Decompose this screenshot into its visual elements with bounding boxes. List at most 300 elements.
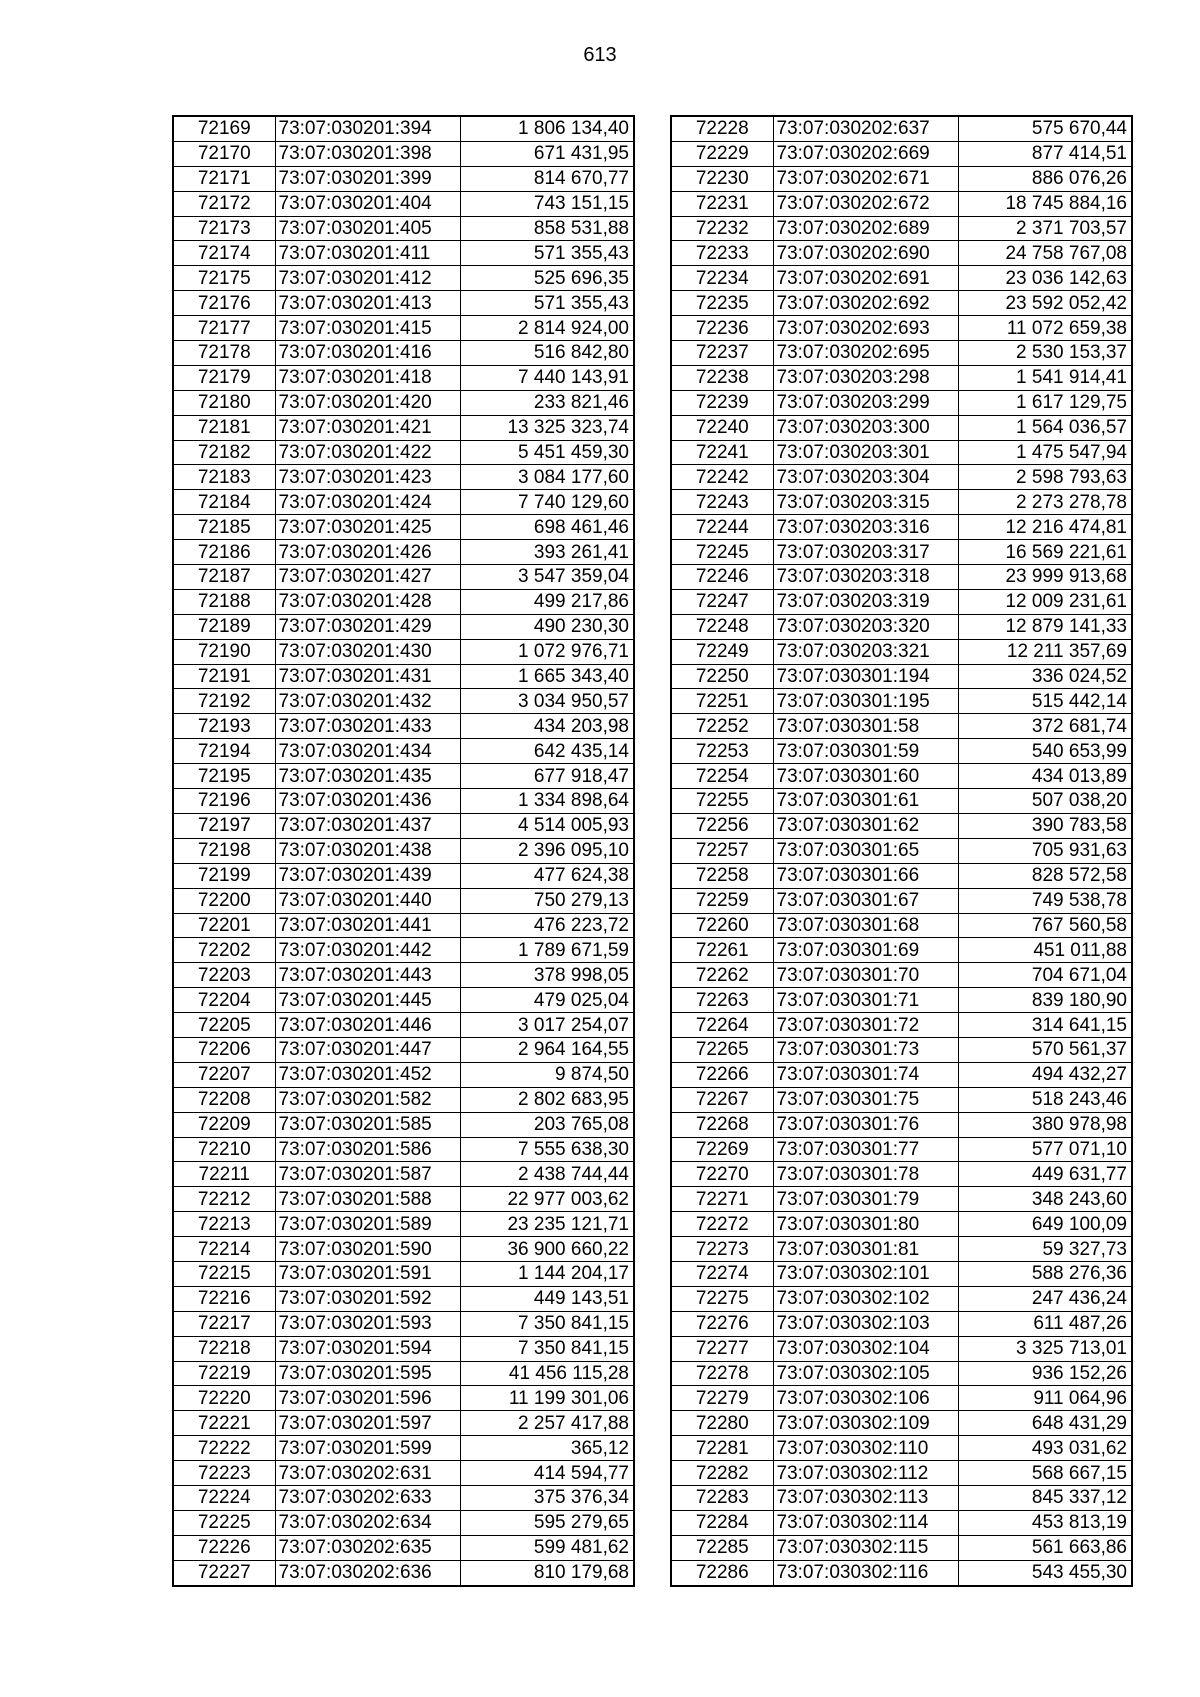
cadastral-number-cell: 73:07:030201:423 [275, 465, 460, 490]
row-number-cell: 72247 [671, 589, 773, 614]
value-cell: 12 211 357,69 [958, 639, 1132, 664]
row-number-cell: 72240 [671, 415, 773, 440]
row-number-cell: 72237 [671, 341, 773, 366]
value-cell: 336 024,52 [958, 664, 1132, 689]
row-number-cell: 72235 [671, 291, 773, 316]
cadastral-number-cell: 73:07:030301:77 [773, 1137, 958, 1162]
row-number-cell: 72262 [671, 963, 773, 988]
row-number-cell: 72172 [173, 191, 275, 216]
cadastral-number-cell: 73:07:030201:422 [275, 440, 460, 465]
value-cell: 378 998,05 [460, 963, 634, 988]
cadastral-number-cell: 73:07:030302:103 [773, 1311, 958, 1336]
cadastral-number-cell: 73:07:030201:599 [275, 1436, 460, 1461]
cadastral-number-cell: 73:07:030202:634 [275, 1510, 460, 1535]
table-row [173, 739, 634, 764]
value-cell: 380 978,98 [958, 1112, 1132, 1137]
row-number-cell: 72170 [173, 141, 275, 166]
value-cell: 2 598 793,63 [958, 465, 1132, 490]
value-cell: 561 663,86 [958, 1535, 1132, 1560]
cadastral-number-cell: 73:07:030302:102 [773, 1286, 958, 1311]
value-cell: 449 631,77 [958, 1162, 1132, 1187]
row-number-cell: 72254 [671, 764, 773, 789]
table-row [671, 341, 1132, 366]
table-row [671, 888, 1132, 913]
table-row [671, 415, 1132, 440]
cadastral-number-cell: 73:07:030203:315 [773, 490, 958, 515]
cadastral-number-cell: 73:07:030201:439 [275, 863, 460, 888]
row-number-cell: 72283 [671, 1485, 773, 1510]
cadastral-number-cell: 73:07:030201:597 [275, 1411, 460, 1436]
value-cell: 845 337,12 [958, 1485, 1132, 1510]
row-number-cell: 72204 [173, 988, 275, 1013]
row-number-cell: 72227 [173, 1560, 275, 1585]
row-number-cell: 72201 [173, 913, 275, 938]
table-row [173, 1361, 634, 1386]
cadastral-number-cell: 73:07:030201:430 [275, 639, 460, 664]
row-number-cell: 72266 [671, 1062, 773, 1087]
cadastral-number-cell: 73:07:030203:320 [773, 614, 958, 639]
table-row [671, 614, 1132, 639]
row-number-cell: 72207 [173, 1062, 275, 1087]
value-cell: 543 455,30 [958, 1560, 1132, 1585]
cadastral-number-cell: 73:07:030201:595 [275, 1361, 460, 1386]
value-cell: 12 879 141,33 [958, 614, 1132, 639]
cadastral-number-cell: 73:07:030203:301 [773, 440, 958, 465]
value-cell: 568 667,15 [958, 1461, 1132, 1486]
row-number-cell: 72279 [671, 1386, 773, 1411]
value-cell: 518 243,46 [958, 1087, 1132, 1112]
value-cell: 13 325 323,74 [460, 415, 634, 440]
row-number-cell: 72183 [173, 465, 275, 490]
cadastral-number-cell: 73:07:030201:446 [275, 1013, 460, 1038]
value-cell: 314 641,15 [958, 1013, 1132, 1038]
row-number-cell: 72250 [671, 664, 773, 689]
row-number-cell: 72230 [671, 166, 773, 191]
cadastral-number-cell: 73:07:030301:70 [773, 963, 958, 988]
row-number-cell: 72219 [173, 1361, 275, 1386]
table-row [173, 1212, 634, 1237]
table-row [671, 490, 1132, 515]
cadastral-number-cell: 73:07:030201:426 [275, 540, 460, 565]
value-cell: 767 560,58 [958, 913, 1132, 938]
value-cell: 2 371 703,57 [958, 216, 1132, 241]
row-number-cell: 72280 [671, 1411, 773, 1436]
cadastral-number-cell: 73:07:030201:438 [275, 838, 460, 863]
value-cell: 2 530 153,37 [958, 341, 1132, 366]
cadastral-number-cell: 73:07:030302:104 [773, 1336, 958, 1361]
row-number-cell: 72190 [173, 639, 275, 664]
row-number-cell: 72246 [671, 565, 773, 590]
row-number-cell: 72173 [173, 216, 275, 241]
value-cell: 677 918,47 [460, 764, 634, 789]
cadastral-number-cell: 73:07:030301:80 [773, 1212, 958, 1237]
row-number-cell: 72186 [173, 540, 275, 565]
row-number-cell: 72176 [173, 291, 275, 316]
cadastral-number-cell: 73:07:030301:62 [773, 813, 958, 838]
value-cell: 494 432,27 [958, 1062, 1132, 1087]
row-number-cell: 72188 [173, 589, 275, 614]
table-row [671, 316, 1132, 341]
table-row [671, 1311, 1132, 1336]
value-cell: 3 017 254,07 [460, 1013, 634, 1038]
table-row [173, 888, 634, 913]
table-row [671, 863, 1132, 888]
row-number-cell: 72226 [173, 1535, 275, 1560]
cadastral-number-cell: 73:07:030201:424 [275, 490, 460, 515]
cadastral-number-cell: 73:07:030201:405 [275, 216, 460, 241]
value-cell: 1 564 036,57 [958, 415, 1132, 440]
value-cell: 743 151,15 [460, 191, 634, 216]
table-row [173, 913, 634, 938]
value-cell: 393 261,41 [460, 540, 634, 565]
row-number-cell: 72285 [671, 1535, 773, 1560]
cadastral-number-cell: 73:07:030203:317 [773, 540, 958, 565]
cadastral-number-cell: 73:07:030201:590 [275, 1237, 460, 1262]
value-cell: 4 514 005,93 [460, 813, 634, 838]
cadastral-number-cell: 73:07:030203:321 [773, 639, 958, 664]
cadastral-number-cell: 73:07:030201:415 [275, 316, 460, 341]
page-number: 613 [583, 44, 617, 66]
cadastral-number-cell: 73:07:030302:109 [773, 1411, 958, 1436]
row-number-cell: 72281 [671, 1436, 773, 1461]
row-number-cell: 72242 [671, 465, 773, 490]
cadastral-number-cell: 73:07:030201:394 [275, 116, 460, 141]
value-cell: 7 350 841,15 [460, 1311, 634, 1336]
table-row [173, 565, 634, 590]
table-row [671, 789, 1132, 814]
value-cell: 11 072 659,38 [958, 316, 1132, 341]
row-number-cell: 72212 [173, 1187, 275, 1212]
cadastral-number-cell: 73:07:030301:75 [773, 1087, 958, 1112]
table-row [173, 689, 634, 714]
row-number-cell: 72206 [173, 1037, 275, 1062]
cadastral-number-cell: 73:07:030201:428 [275, 589, 460, 614]
value-cell: 648 431,29 [958, 1411, 1132, 1436]
table-row [173, 1037, 634, 1062]
value-cell: 507 038,20 [958, 789, 1132, 814]
table-row [173, 838, 634, 863]
value-cell: 2 273 278,78 [958, 490, 1132, 515]
value-cell: 599 481,62 [460, 1535, 634, 1560]
row-number-cell: 72273 [671, 1237, 773, 1262]
value-cell: 2 802 683,95 [460, 1087, 634, 1112]
value-cell: 704 671,04 [958, 963, 1132, 988]
table-row [671, 1037, 1132, 1062]
row-number-cell: 72202 [173, 938, 275, 963]
row-number-cell: 72274 [671, 1261, 773, 1286]
cadastral-number-cell: 73:07:030201:591 [275, 1261, 460, 1286]
table-row [671, 589, 1132, 614]
row-number-cell: 72243 [671, 490, 773, 515]
cadastral-number-cell: 73:07:030201:586 [275, 1137, 460, 1162]
row-number-cell: 72174 [173, 241, 275, 266]
row-number-cell: 72252 [671, 714, 773, 739]
row-number-cell: 72218 [173, 1336, 275, 1361]
cadastral-number-cell: 73:07:030201:427 [275, 565, 460, 590]
cadastral-number-cell: 73:07:030202:631 [275, 1461, 460, 1486]
value-cell: 365,12 [460, 1436, 634, 1461]
cadastral-number-cell: 73:07:030201:443 [275, 963, 460, 988]
row-number-cell: 72217 [173, 1311, 275, 1336]
value-cell: 750 279,13 [460, 888, 634, 913]
cadastral-number-cell: 73:07:030203:304 [773, 465, 958, 490]
cadastral-number-cell: 73:07:030202:637 [773, 116, 958, 141]
cadastral-number-cell: 73:07:030202:693 [773, 316, 958, 341]
table-row [173, 1261, 634, 1286]
cadastral-number-cell: 73:07:030201:589 [275, 1212, 460, 1237]
table-row [671, 1112, 1132, 1137]
table-row [173, 1062, 634, 1087]
row-number-cell: 72179 [173, 365, 275, 390]
table-row [671, 838, 1132, 863]
table-row [671, 689, 1132, 714]
value-cell: 1 475 547,94 [958, 440, 1132, 465]
value-cell: 3 325 713,01 [958, 1336, 1132, 1361]
value-cell: 571 355,43 [460, 291, 634, 316]
cadastral-number-cell: 73:07:030203:298 [773, 365, 958, 390]
cadastral-number-cell: 73:07:030201:440 [275, 888, 460, 913]
table-row [173, 1112, 634, 1137]
table-row [173, 540, 634, 565]
cadastral-number-cell: 73:07:030201:442 [275, 938, 460, 963]
value-cell: 22 977 003,62 [460, 1187, 634, 1212]
cadastral-number-cell: 73:07:030302:116 [773, 1560, 958, 1585]
value-cell: 3 084 177,60 [460, 465, 634, 490]
row-number-cell: 72268 [671, 1112, 773, 1137]
table-row [671, 1212, 1132, 1237]
row-number-cell: 72232 [671, 216, 773, 241]
value-cell: 839 180,90 [958, 988, 1132, 1013]
value-cell: 434 013,89 [958, 764, 1132, 789]
cadastral-number-cell: 73:07:030301:195 [773, 689, 958, 714]
table-row [671, 1560, 1132, 1585]
value-cell: 525 696,35 [460, 266, 634, 291]
table-row [671, 764, 1132, 789]
cadastral-number-cell: 73:07:030201:432 [275, 689, 460, 714]
cadastral-number-cell: 73:07:030201:429 [275, 614, 460, 639]
table-row [173, 764, 634, 789]
value-cell: 828 572,58 [958, 863, 1132, 888]
value-cell: 611 487,26 [958, 1311, 1132, 1336]
row-number-cell: 72277 [671, 1336, 773, 1361]
table-row [173, 963, 634, 988]
cadastral-number-cell: 73:07:030201:399 [275, 166, 460, 191]
cadastral-number-cell: 73:07:030201:416 [275, 341, 460, 366]
value-cell: 3 034 950,57 [460, 689, 634, 714]
cadastral-number-cell: 73:07:030302:113 [773, 1485, 958, 1510]
cadastral-number-cell: 73:07:030202:691 [773, 266, 958, 291]
row-number-cell: 72260 [671, 913, 773, 938]
value-cell: 414 594,77 [460, 1461, 634, 1486]
cadastral-number-cell: 73:07:030301:72 [773, 1013, 958, 1038]
table-row [671, 515, 1132, 540]
value-cell: 911 064,96 [958, 1386, 1132, 1411]
row-number-cell: 72192 [173, 689, 275, 714]
row-number-cell: 72253 [671, 739, 773, 764]
table-row [671, 714, 1132, 739]
value-cell: 571 355,43 [460, 241, 634, 266]
row-number-cell: 72225 [173, 1510, 275, 1535]
cadastral-number-cell: 73:07:030201:441 [275, 913, 460, 938]
cadastral-number-cell: 73:07:030201:587 [275, 1162, 460, 1187]
value-cell: 1 334 898,64 [460, 789, 634, 814]
cadastral-number-cell: 73:07:030301:81 [773, 1237, 958, 1262]
value-cell: 390 783,58 [958, 813, 1132, 838]
table-row [671, 1535, 1132, 1560]
table-row [671, 1237, 1132, 1262]
table-row [671, 365, 1132, 390]
value-cell: 1 665 343,40 [460, 664, 634, 689]
value-cell: 449 143,51 [460, 1286, 634, 1311]
cadastral-number-cell: 73:07:030201:433 [275, 714, 460, 739]
value-cell: 642 435,14 [460, 739, 634, 764]
row-number-cell: 72248 [671, 614, 773, 639]
cadastral-number-cell: 73:07:030201:420 [275, 390, 460, 415]
cadastral-number-cell: 73:07:030203:300 [773, 415, 958, 440]
value-cell: 810 179,68 [460, 1560, 634, 1585]
row-number-cell: 72189 [173, 614, 275, 639]
value-cell: 595 279,65 [460, 1510, 634, 1535]
row-number-cell: 72169 [173, 116, 275, 141]
row-number-cell: 72251 [671, 689, 773, 714]
row-number-cell: 72196 [173, 789, 275, 814]
row-number-cell: 72284 [671, 1510, 773, 1535]
table-row [173, 614, 634, 639]
cadastral-number-cell: 73:07:030203:319 [773, 589, 958, 614]
value-cell: 540 653,99 [958, 739, 1132, 764]
row-number-cell: 72265 [671, 1037, 773, 1062]
row-number-cell: 72236 [671, 316, 773, 341]
table-row [173, 141, 634, 166]
cadastral-number-cell: 73:07:030301:78 [773, 1162, 958, 1187]
row-number-cell: 72182 [173, 440, 275, 465]
value-cell: 5 451 459,30 [460, 440, 634, 465]
table-row [173, 664, 634, 689]
cadastral-number-cell: 73:07:030301:61 [773, 789, 958, 814]
left-register-table [172, 115, 635, 1587]
table-row [173, 1311, 634, 1336]
table-row [173, 863, 634, 888]
value-cell: 1 617 129,75 [958, 390, 1132, 415]
row-number-cell: 72278 [671, 1361, 773, 1386]
table-row [173, 1137, 634, 1162]
row-number-cell: 72221 [173, 1411, 275, 1436]
table-row [671, 1162, 1132, 1187]
cadastral-number-cell: 73:07:030301:59 [773, 739, 958, 764]
row-number-cell: 72264 [671, 1013, 773, 1038]
row-number-cell: 72180 [173, 390, 275, 415]
row-number-cell: 72194 [173, 739, 275, 764]
value-cell: 23 036 142,63 [958, 266, 1132, 291]
row-number-cell: 72203 [173, 963, 275, 988]
row-number-cell: 72255 [671, 789, 773, 814]
cadastral-number-cell: 73:07:030301:67 [773, 888, 958, 913]
value-cell: 705 931,63 [958, 838, 1132, 863]
row-number-cell: 72276 [671, 1311, 773, 1336]
value-cell: 59 327,73 [958, 1237, 1132, 1262]
value-cell: 23 592 052,42 [958, 291, 1132, 316]
value-cell: 453 813,19 [958, 1510, 1132, 1535]
row-number-cell: 72193 [173, 714, 275, 739]
right-register-table [670, 115, 1133, 1587]
value-cell: 490 230,30 [460, 614, 634, 639]
row-number-cell: 72209 [173, 1112, 275, 1137]
value-cell: 2 257 417,88 [460, 1411, 634, 1436]
cadastral-number-cell: 73:07:030201:437 [275, 813, 460, 838]
row-number-cell: 72185 [173, 515, 275, 540]
table-row [173, 1461, 634, 1486]
row-number-cell: 72241 [671, 440, 773, 465]
row-number-cell: 72269 [671, 1137, 773, 1162]
cadastral-number-cell: 73:07:030301:66 [773, 863, 958, 888]
value-cell: 493 031,62 [958, 1436, 1132, 1461]
table-row [173, 1386, 634, 1411]
cadastral-number-cell: 73:07:030302:106 [773, 1386, 958, 1411]
table-row [671, 1461, 1132, 1486]
cadastral-number-cell: 73:07:030203:318 [773, 565, 958, 590]
cadastral-number-cell: 73:07:030201:425 [275, 515, 460, 540]
row-number-cell: 72267 [671, 1087, 773, 1112]
cadastral-number-cell: 73:07:030201:588 [275, 1187, 460, 1212]
cadastral-number-cell: 73:07:030301:76 [773, 1112, 958, 1137]
cadastral-number-cell: 73:07:030202:669 [773, 141, 958, 166]
cadastral-number-cell: 73:07:030201:412 [275, 266, 460, 291]
row-number-cell: 72258 [671, 863, 773, 888]
table-row [671, 191, 1132, 216]
value-cell: 516 842,80 [460, 341, 634, 366]
row-number-cell: 72263 [671, 988, 773, 1013]
table-row [173, 938, 634, 963]
table-row [173, 1187, 634, 1212]
table-row [173, 1560, 634, 1585]
value-cell: 7 740 129,60 [460, 490, 634, 515]
cadastral-number-cell: 73:07:030203:299 [773, 390, 958, 415]
value-cell: 499 217,86 [460, 589, 634, 614]
table-row [671, 1137, 1132, 1162]
table-row [173, 1013, 634, 1038]
table-row [173, 465, 634, 490]
table-row [671, 988, 1132, 1013]
table-row [173, 440, 634, 465]
table-row [671, 813, 1132, 838]
value-cell: 1 789 671,59 [460, 938, 634, 963]
row-number-cell: 72220 [173, 1386, 275, 1411]
cadastral-number-cell: 73:07:030202:636 [275, 1560, 460, 1585]
table-row [173, 1336, 634, 1361]
value-cell: 348 243,60 [958, 1187, 1132, 1212]
table-row [671, 1062, 1132, 1087]
value-cell: 588 276,36 [958, 1261, 1132, 1286]
row-number-cell: 72271 [671, 1187, 773, 1212]
table-row [671, 291, 1132, 316]
cadastral-number-cell: 73:07:030201:592 [275, 1286, 460, 1311]
value-cell: 2 814 924,00 [460, 316, 634, 341]
cadastral-number-cell: 73:07:030201:411 [275, 241, 460, 266]
value-cell: 247 436,24 [958, 1286, 1132, 1311]
cadastral-number-cell: 73:07:030202:672 [773, 191, 958, 216]
value-cell: 1 541 914,41 [958, 365, 1132, 390]
cadastral-number-cell: 73:07:030201:421 [275, 415, 460, 440]
cadastral-number-cell: 73:07:030202:633 [275, 1485, 460, 1510]
row-number-cell: 72199 [173, 863, 275, 888]
row-number-cell: 72211 [173, 1162, 275, 1187]
table-row [173, 813, 634, 838]
cadastral-number-cell: 73:07:030201:447 [275, 1037, 460, 1062]
row-number-cell: 72256 [671, 813, 773, 838]
value-cell: 2 964 164,55 [460, 1037, 634, 1062]
value-cell: 375 376,34 [460, 1485, 634, 1510]
table-row [671, 465, 1132, 490]
